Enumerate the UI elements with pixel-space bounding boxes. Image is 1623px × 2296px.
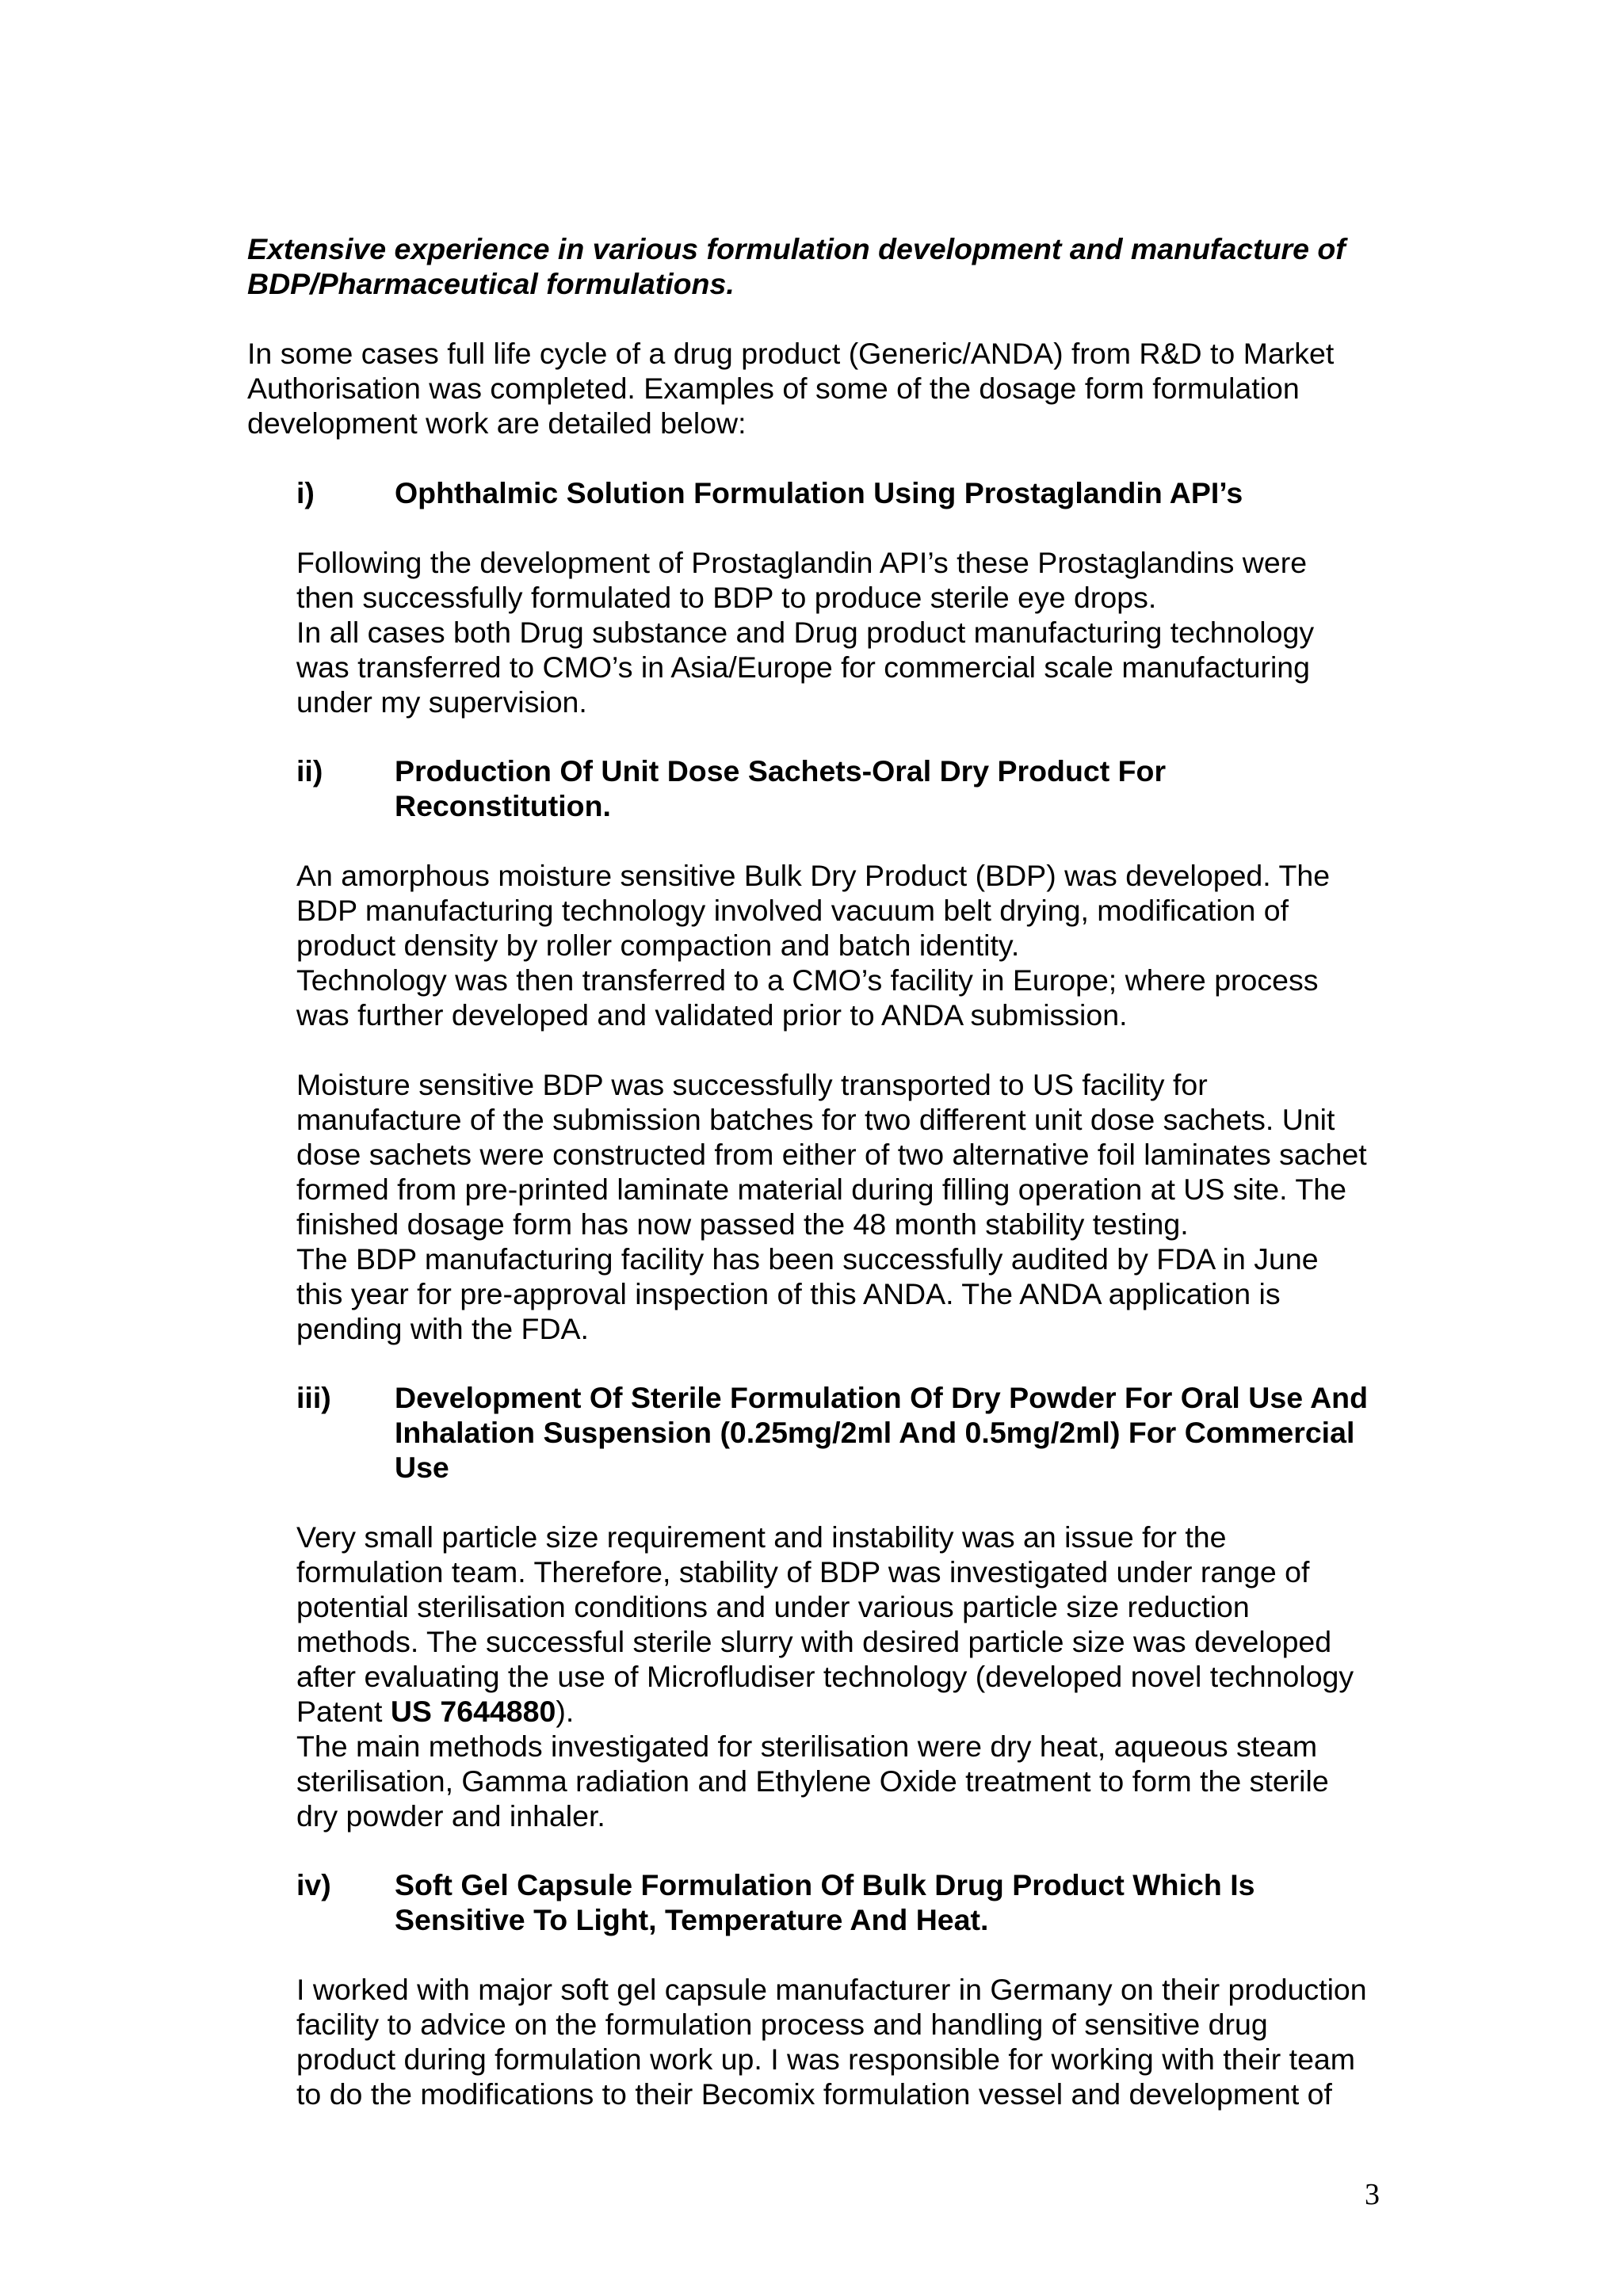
section-title-line: Reconstitution. <box>395 789 611 822</box>
paragraph-line: product density by roller compaction and batch identity. <box>296 929 1020 962</box>
patent-suffix: ). <box>556 1695 575 1728</box>
section-body-ii-continued <box>296 1067 1367 1346</box>
paragraph-line: potential sterilisation conditions and under various particle size reduction <box>296 1590 1250 1623</box>
paragraph-line: formed from pre-printed laminate material during filling operation at US site. The <box>296 1173 1346 1206</box>
paragraph-line: product during formulation work up. I was responsible for working with their team <box>296 2042 1356 2076</box>
paragraph-line: this year for pre-approval inspection of this ANDA. The ANDA application is <box>296 1277 1281 1310</box>
paragraph-line: under my supervision. <box>296 685 587 719</box>
intro-paragraph <box>247 336 1334 441</box>
section-title <box>395 475 1243 510</box>
section-body-i <box>296 545 1314 719</box>
paragraph-line: then successfully formulated to BDP to produce sterile eye drops. <box>296 581 1157 614</box>
paragraph-line: The BDP manufacturing facility has been successfully audited by FDA in June <box>296 1242 1319 1276</box>
paragraph-line: after evaluating the use of Microfludiser technology (developed novel technology <box>296 1660 1354 1693</box>
page-number: 3 <box>1365 2178 1380 2211</box>
paragraph-line: Authorisation was completed. Examples of some of the dosage form formulation <box>247 372 1300 405</box>
section-title-line: Ophthalmic Solution Formulation Using Prostaglandin API’s <box>395 476 1243 509</box>
paragraph-line: sterilisation, Gamma radiation and Ethylene Oxide treatment to form the sterile <box>296 1764 1329 1798</box>
section-title-line: Inhalation Suspension (0.25mg/2ml And 0.5mg/2ml) For Commercial <box>395 1416 1355 1449</box>
patent-prefix: Patent <box>296 1695 391 1728</box>
paragraph-line: dry powder and inhaler. <box>296 1799 605 1833</box>
paragraph-line: to do the modifications to their Becomix formulation vessel and development of <box>296 2077 1332 2111</box>
paragraph-line: was transferred to CMO’s in Asia/Europe for commercial scale manufacturing <box>296 650 1310 684</box>
section-body-iv <box>296 1972 1367 2111</box>
patent-line <box>296 1694 1354 1729</box>
section-body-ii <box>296 858 1330 1032</box>
paragraph-line: BDP manufacturing technology involved vacuum belt drying, modification of <box>296 894 1289 927</box>
paragraph-line: dose sachets were constructed from either of two alternative foil laminates sachet <box>296 1138 1367 1171</box>
paragraph-line: In all cases both Drug substance and Drug product manufacturing technology <box>296 616 1315 649</box>
heading-line: BDP/Pharmaceutical formulations. <box>247 267 735 300</box>
section-number: i) <box>296 476 315 509</box>
paragraph-line: Technology was then transferred to a CMO’s facility in Europe; where process <box>296 963 1319 997</box>
section-title <box>395 1867 1254 1937</box>
paragraph-line: manufacture of the submission batches for two different unit dose sachets. Unit <box>296 1103 1335 1136</box>
section-title-line: Use <box>395 1451 449 1484</box>
heading-line: Extensive experience in various formulation development and manufacture of <box>247 232 1346 265</box>
paragraph-line: An amorphous moisture sensitive Bulk Dry Product (BDP) was developed. The <box>296 859 1331 892</box>
document-heading <box>247 231 1346 301</box>
paragraph-line: Very small particle size requirement and instability was an issue for the <box>296 1520 1227 1554</box>
section-number: iv) <box>296 1868 331 1901</box>
paragraph-line: Following the development of Prostaglandin API’s these Prostaglandins were <box>296 546 1308 579</box>
paragraph-line: The main methods investigated for sterilisation were dry heat, aqueous steam <box>296 1730 1318 1763</box>
patent-number: US 7644880 <box>390 1695 556 1728</box>
section-body-iii <box>296 1520 1354 1833</box>
section-number: iii) <box>296 1381 331 1414</box>
section-title-line: Soft Gel Capsule Formulation Of Bulk Drug Product Which Is <box>395 1868 1255 1901</box>
section-title-line: Production Of Unit Dose Sachets-Oral Dry Product For <box>395 754 1167 788</box>
paragraph-line: In some cases full life cycle of a drug product (Generic/ANDA) from R&D to Market <box>247 337 1335 370</box>
section-title <box>395 753 1166 823</box>
paragraph-line: development work are detailed below: <box>247 406 747 440</box>
paragraph-line: facility to advice on the formulation process and handling of sensitive drug <box>296 2008 1268 2041</box>
section-title <box>395 1380 1368 1485</box>
section-title-line: Sensitive To Light, Temperature And Heat. <box>395 1903 989 1936</box>
paragraph-line: finished dosage form has now passed the 48 month stability testing. <box>296 1207 1189 1241</box>
paragraph-line: pending with the FDA. <box>296 1312 589 1345</box>
paragraph-line: formulation team. Therefore, stability of BDP was investigated under range of <box>296 1555 1310 1589</box>
paragraph-line: Moisture sensitive BDP was successfully transported to US facility for <box>296 1068 1208 1101</box>
paragraph-line: I worked with major soft gel capsule manufacturer in Germany on their production <box>296 1973 1367 2006</box>
section-number: ii) <box>296 754 323 788</box>
paragraph-line: was further developed and validated prior to ANDA submission. <box>296 998 1128 1032</box>
section-title-line: Development Of Sterile Formulation Of Dry Powder For Oral Use And <box>395 1381 1368 1414</box>
paragraph-line: methods. The successful sterile slurry with desired particle size was developed <box>296 1625 1332 1658</box>
